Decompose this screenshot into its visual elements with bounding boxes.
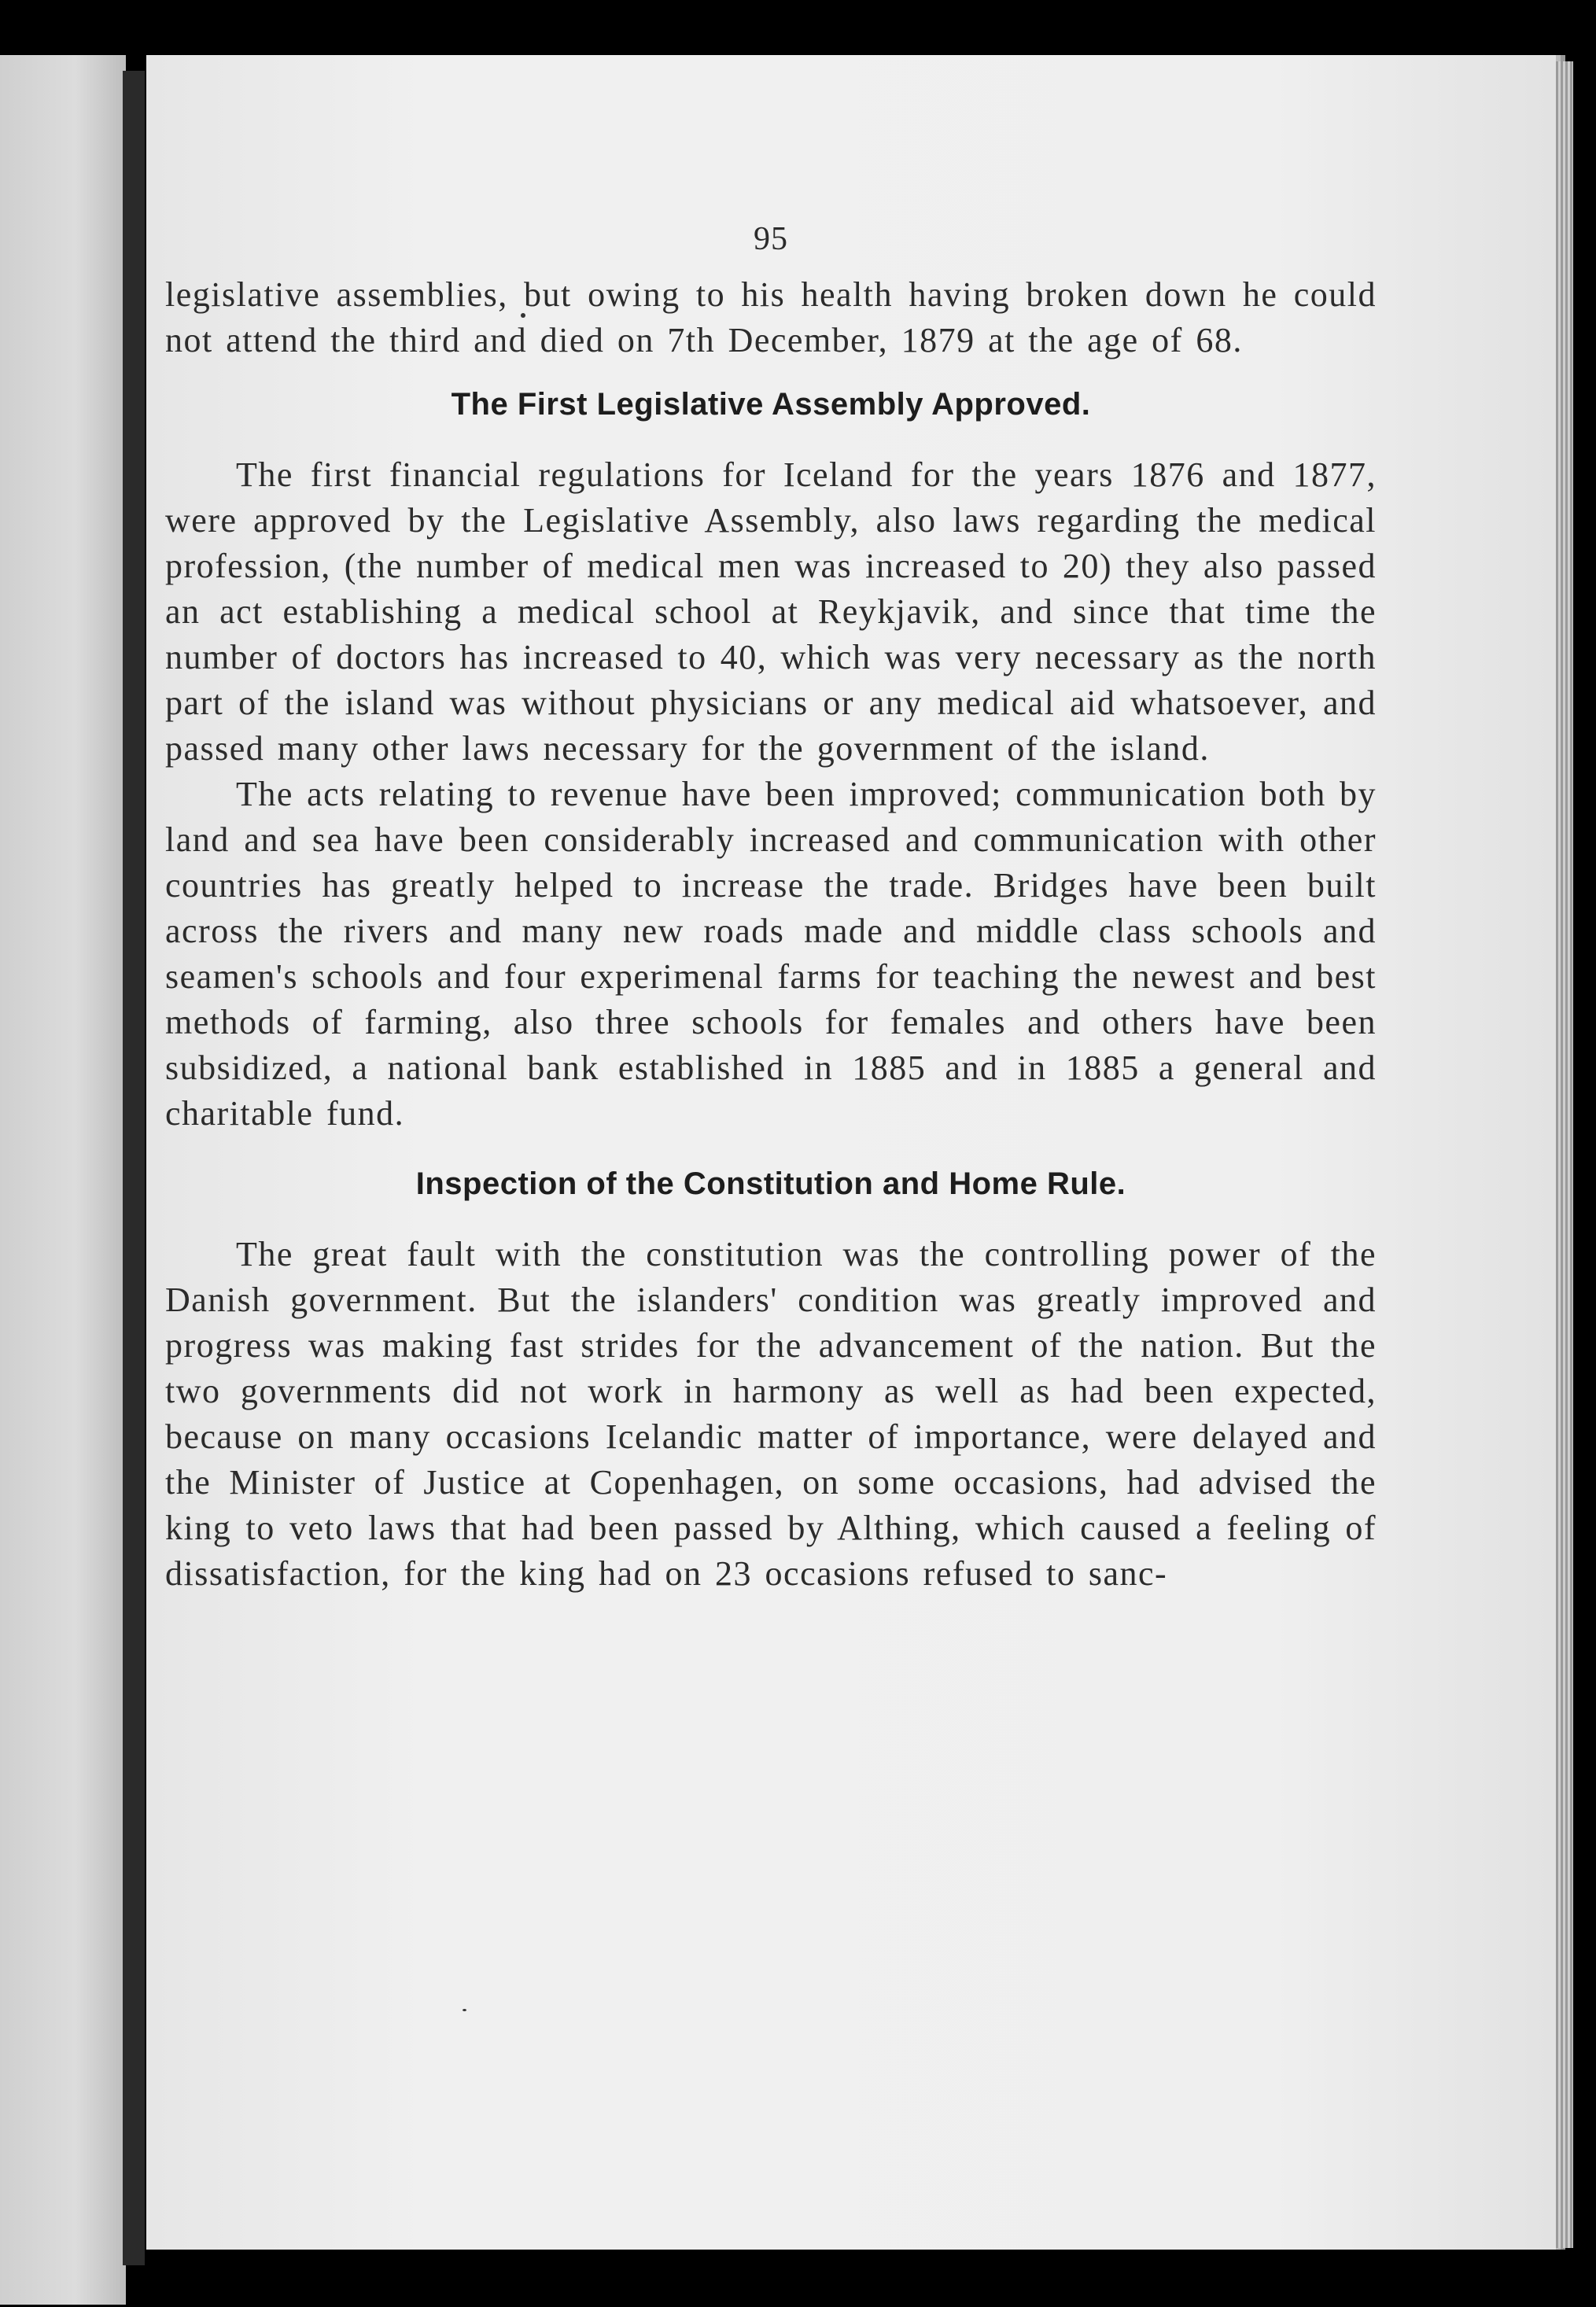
section-heading-first-legislative-assembly: The First Legislative Assembly Approved.	[451, 387, 1091, 422]
page-content	[165, 220, 1377, 1597]
intro-paragraph: legislative assemblies, but owing to his health having broken down he could not attend the third and died on 7th December, 1879 at the age of 68.	[165, 275, 1377, 359]
paragraph-revenue-acts: The acts relating to revenue have been improved; communication both by land and sea have been considerably increased and communication with other countries has greatly helped to increase the trade. Bridges have been built across the rivers and many new roads made and middle class schools and seamen's schools and four experimenal farms for teaching the newest and best methods of farming, also three schools for females and others have been subsidized, a national bank established in 1885 and in 1885 a general and charitable fund.	[165, 775, 1377, 1133]
paragraph-financial-regulations: The first financial regulations for Iceland for the years 1876 and 1877, were approved by the Legislative Assembly, also laws regarding the medical profession, (the number of medical men was increased to 20) they also passed an act establishing a medical school at Reykjavik, and since that time the number of doctors has increased to 40, which was very necessary as the north part of the island was without physicians or any medical aid whatsoever, and passed many other laws necessary for the government of the island.	[165, 455, 1377, 768]
print-speck	[463, 2009, 466, 2011]
page-stack-edge	[1556, 61, 1573, 2248]
section-heading-inspection-constitution: Inspection of the Constitution and Home Rule.	[415, 1166, 1126, 1201]
previous-page-edge	[0, 55, 126, 2305]
paragraph-constitution-fault: The great fault with the constitution was the controlling power of the Danish government. But the islanders' condition was greatly improved and progress was making fast strides for the advancement of the nation. But the two governments did not work in harmony as well as had been expected, because on many occasions Icelandic matter of importance, were delayed and the Minister of Justice at Copenhagen, on some occasions, had advised the king to veto laws that had been passed by Althing, which caused a feeling of dissatisfaction, for the king had on 23 occasions refused to sanc-	[165, 1235, 1377, 1593]
book-spine	[123, 71, 145, 2265]
page-number: 95	[754, 221, 788, 257]
